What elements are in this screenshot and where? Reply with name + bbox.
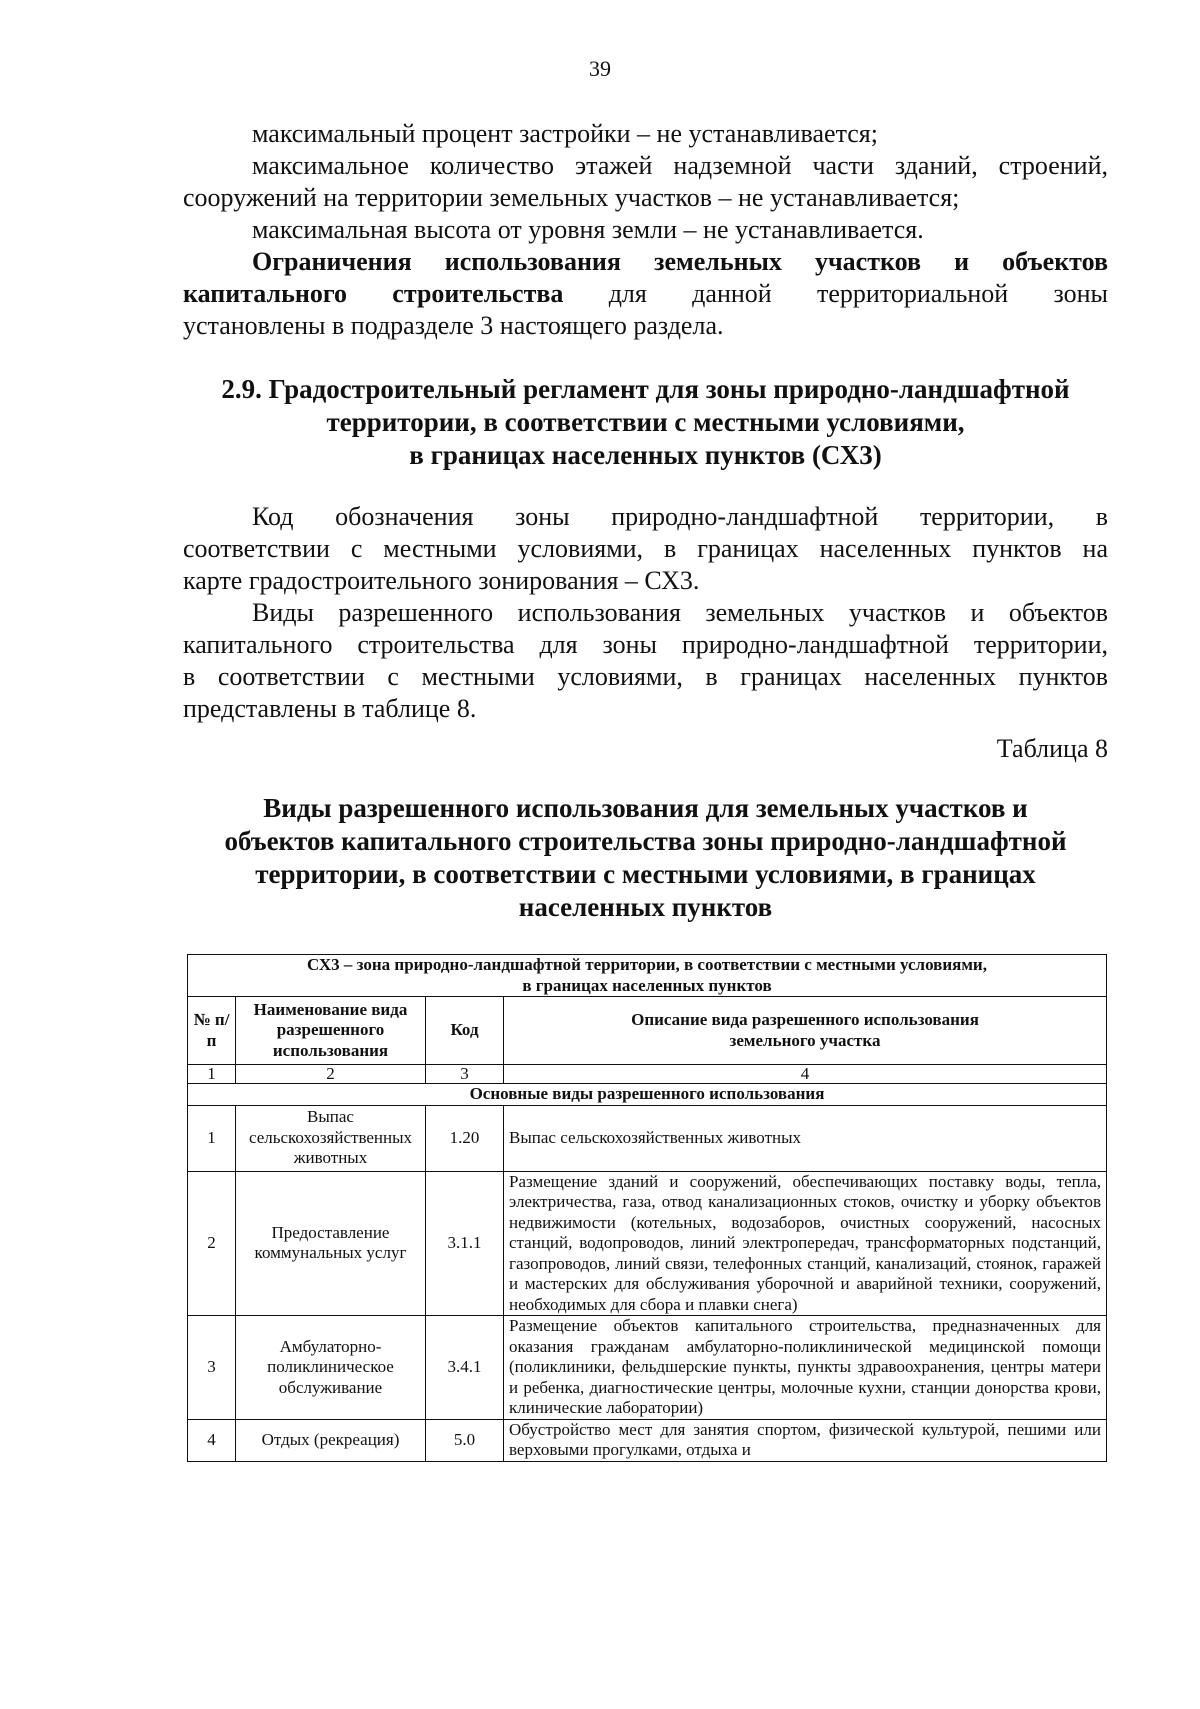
row-name: Выпас сельскохозяйственных животных bbox=[236, 1105, 426, 1171]
table-title-line-2: объектов капитального строительства зоны природно-ландшафтной bbox=[224, 826, 1067, 856]
group-header-cell: Основные виды разрешенного использования bbox=[188, 1084, 1107, 1106]
table-row bbox=[188, 1105, 1107, 1171]
zone-header-row bbox=[188, 955, 1107, 997]
intro-text bbox=[183, 118, 1108, 342]
zone-para2-line-3: в соответствии с местными условиями, в границах населенных пунктов bbox=[183, 662, 1108, 691]
zone-header-line-2: в границах населенных пунктов bbox=[522, 975, 772, 995]
row-name: Отдых (рекреация) bbox=[236, 1419, 426, 1461]
section-heading-line-2: территории, в соответствии с местными условиями, bbox=[326, 407, 965, 437]
row-name: Амбулаторно-поликлиническое обслуживание bbox=[236, 1316, 426, 1420]
table-label: Таблица 8 bbox=[996, 734, 1108, 763]
row-desc: Обустройство мест для занятия спортом, физической культурой, пешими или верховыми прогулками, отдыха и bbox=[504, 1419, 1107, 1461]
row-desc: Размещение объектов капитального строительства, предназначенных для оказания гражданам амбулаторно-поликлинической медицинской помощи (поликлиники, фельдшерские пункты, пункты здравоохранения, центры матери и ребенка, диагностические центры, молочные кухни, станции донорства крови, клинические лаборатории) bbox=[504, 1316, 1107, 1420]
column-number-row bbox=[188, 1065, 1107, 1084]
restriction-bold-term: капитального строительства bbox=[183, 279, 564, 308]
row-num: 3 bbox=[188, 1316, 236, 1420]
row-name: Предоставление коммунальных услуг bbox=[236, 1171, 426, 1316]
col-number-4: 4 bbox=[504, 1065, 1107, 1084]
zone-para2-line-2: капитального строительства для зоны природно-ландшафтной территории, bbox=[183, 630, 1108, 659]
table-row bbox=[188, 1419, 1107, 1461]
col-header-desc: Описание вида разрешенного использования земельного участка bbox=[504, 997, 1107, 1065]
table-title-line-3: территории, в соответствии с местными условиями, в границах bbox=[255, 859, 1036, 889]
section-heading bbox=[183, 373, 1108, 472]
intro-line-1: максимальный процент застройки – не устанавливается; bbox=[252, 119, 878, 148]
table-row bbox=[188, 1316, 1107, 1420]
zone-para2-line-4: представлены в таблице 8. bbox=[183, 694, 477, 723]
col-number-2: 2 bbox=[236, 1065, 426, 1084]
row-code: 3.1.1 bbox=[426, 1171, 504, 1316]
row-code: 5.0 bbox=[426, 1419, 504, 1461]
col-header-code: Код bbox=[426, 997, 504, 1065]
intro-line-3: сооружений на территории земельных участков – не устанавливается; bbox=[183, 183, 960, 212]
table-title-line-4: населенных пунктов bbox=[518, 892, 773, 922]
intro-line-4: максимальная высота от уровня земли – не устанавливается. bbox=[252, 215, 924, 244]
row-num: 2 bbox=[188, 1171, 236, 1316]
section-heading-line-3: в границах населенных пунктов (СХ3) bbox=[409, 440, 882, 470]
col-number-3: 3 bbox=[426, 1065, 504, 1084]
row-num: 1 bbox=[188, 1105, 236, 1171]
restriction-line-1: Ограничения использования земельных участков и объектов bbox=[252, 247, 1108, 276]
col-header-num: № п/п bbox=[188, 997, 236, 1065]
col-number-1: 1 bbox=[188, 1065, 236, 1084]
zone-para1-line-2: соответствии с местными условиями, в границах населенных пунктов на bbox=[183, 534, 1108, 563]
table-title bbox=[183, 792, 1108, 924]
row-desc: Размещение зданий и сооружений, обеспечивающих поставку воды, тепла, электричества, газа, отвод канализационных стоков, очистку и уборку объектов недвижимости (котельных, водозаборов, очистных сооружений, насосных станций, водопроводов, линий электропередач, трансформаторных подстанций, газопроводов, линий связи, телефонных станций, канализаций, стоянок, гаражей и мастерских для обслуживания уборочной и аварийной техники, сооружений, необходимых для сбора и плавки снега) bbox=[504, 1171, 1107, 1316]
zone-para2-line-1: Виды разрешенного использования земельных участков и объектов bbox=[252, 598, 1108, 627]
zone-para1-line-3: карте градостроительного зонирования – СХ3. bbox=[183, 566, 700, 595]
land-use-table bbox=[187, 954, 1107, 1462]
col-header-name: Наименование вида разрешенного использования bbox=[236, 997, 426, 1065]
table-title-line-1: Виды разрешенного использования для земельных участков и bbox=[263, 793, 1028, 823]
row-code: 3.4.1 bbox=[426, 1316, 504, 1420]
zone-text bbox=[183, 501, 1108, 725]
table-row bbox=[188, 1171, 1107, 1316]
zone-header-cell bbox=[188, 955, 1107, 997]
row-code: 1.20 bbox=[426, 1105, 504, 1171]
row-desc: Выпас сельскохозяйственных животных bbox=[504, 1105, 1107, 1171]
zone-para1-line-1: Код обозначения зоны природно-ландшафтной территории, в bbox=[252, 502, 1108, 531]
restriction-line-2 bbox=[183, 278, 1108, 310]
row-num: 4 bbox=[188, 1419, 236, 1461]
section-heading-line-1: 2.9. Градостроительный регламент для зоны природно-ландшафтной bbox=[221, 374, 1070, 404]
intro-line-2: максимальное количество этажей надземной части зданий, строений, bbox=[252, 151, 1108, 180]
zone-header-line-1: СХ3 – зона природно-ландшафтной территории, в соответствии с местными условиями, bbox=[307, 955, 987, 974]
column-header-row bbox=[188, 997, 1107, 1065]
restriction-line-3: установлены в подразделе 3 настоящего раздела. bbox=[183, 311, 724, 340]
group-header-row bbox=[188, 1084, 1107, 1106]
restriction-line-2-rest: для данной территориальной зоны bbox=[608, 279, 1108, 308]
page-number: 39 bbox=[589, 56, 611, 81]
